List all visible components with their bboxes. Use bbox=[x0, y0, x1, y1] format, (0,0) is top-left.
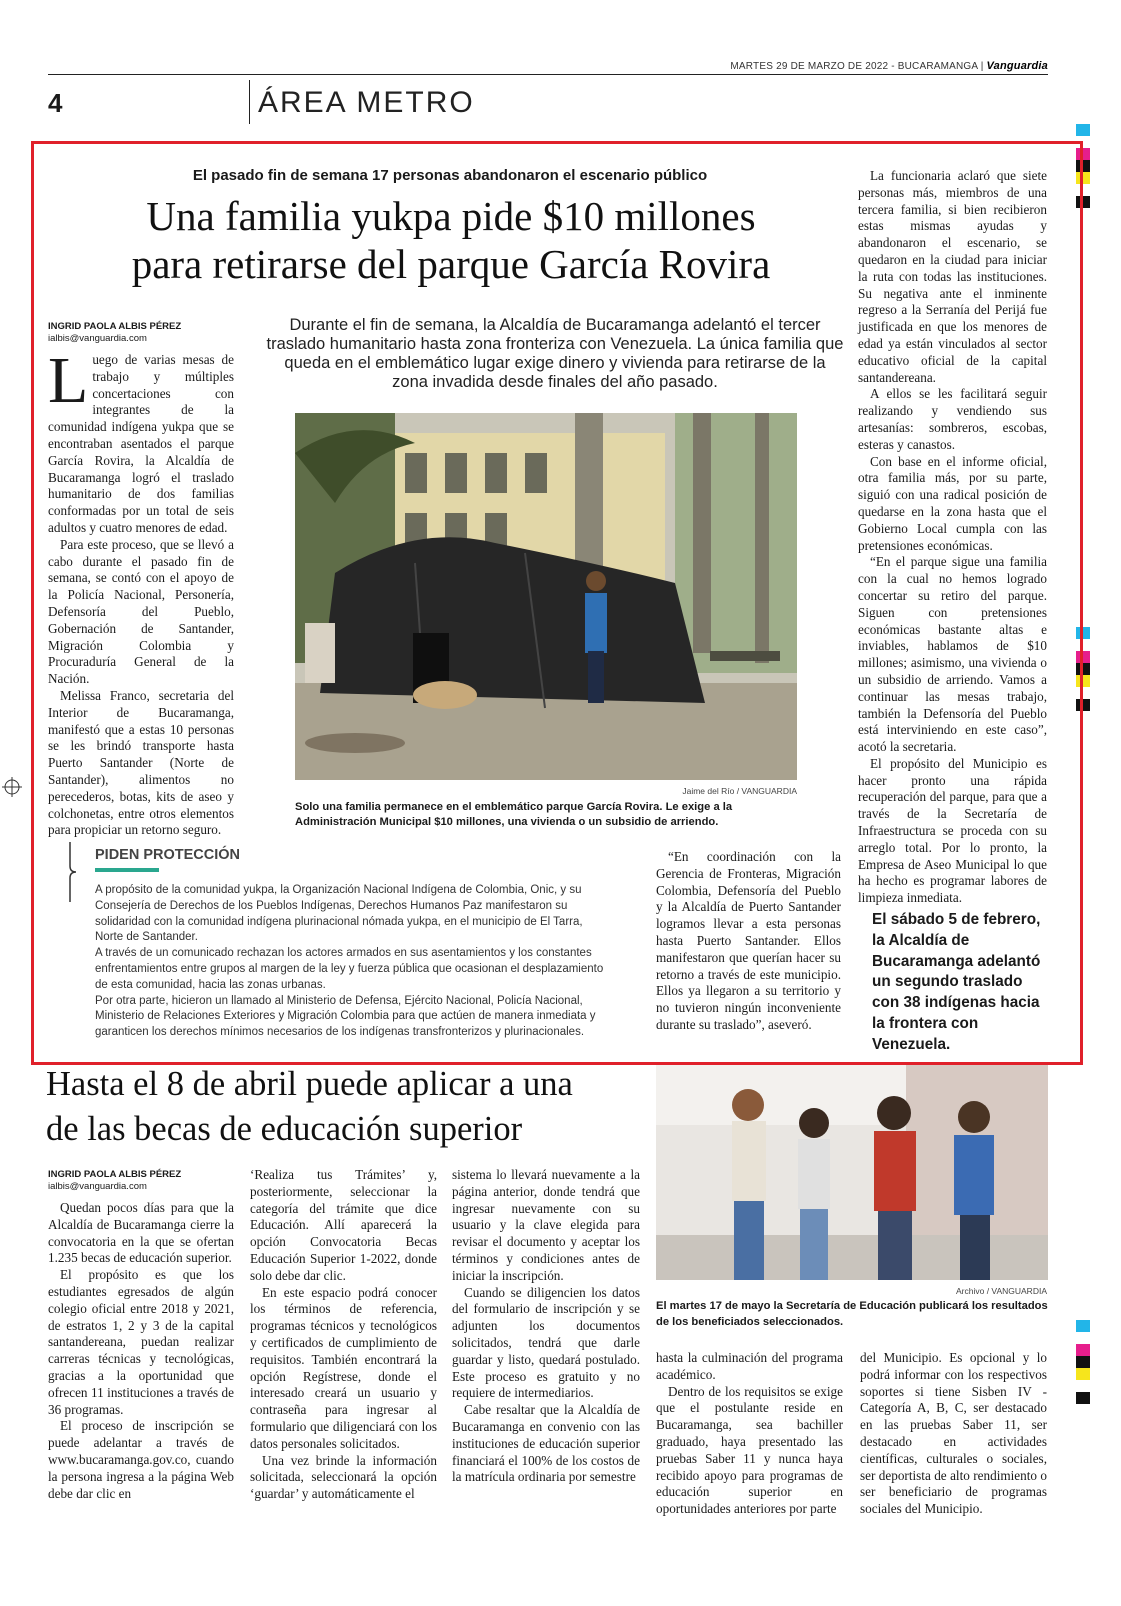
paragraph: El propósito del Municipio es hacer pronto una rápida recuperación del parque, para que a través de la Secretaría de Infraestructura se proceda con su arreglo total. Por lo pronto, la Empresa de Aseo Municipal lo que ha hecho es programar labores de limpieza inmediata. bbox=[858, 755, 1047, 906]
paragraph: ‘Realiza tus Trámites’ y, posteriormente, seleccionar la categoría del trámite que dice Educación. Allí aparecerá la opción Convocatoria Becas Educación Superior 1-2022, donde solo debe dar clic. bbox=[250, 1167, 437, 1283]
students-illustration bbox=[656, 1065, 1048, 1280]
article2-headline bbox=[46, 1062, 646, 1152]
author-email[interactable]: ialbis@vanguardia.com bbox=[48, 1181, 147, 1192]
sidebar-title: PIDEN PROTECCIÓN bbox=[95, 847, 241, 863]
paragraph: “En el parque sigue una familia con la cual no hemos logrado concertar su retiro del parque. Siguen con pretensiones económicas bastante altas e inviables, hablamos de $10 millones; asimismo, una vivienda o un subsidio de arriendo. Vamos a continuar las mesas trabajo, también la Defensoría del Pueblo está interviniendo en este caso”, acotó la secretaria. bbox=[858, 554, 1047, 755]
paragraph: Para este proceso, que se llevó a cabo durante el pasado fin de semana, se contó con el apoyo de la Policía Nacional, Personería, Defensoría del Pueblo, Gobernación de Santander, Migración Colombia y Procuraduría General de la Nación. bbox=[48, 536, 234, 687]
photo-credit: Jaime del Río / VANGUARDIA bbox=[682, 786, 797, 796]
page-number: 4 bbox=[48, 88, 63, 118]
paragraph: El propósito es que los estudiantes egresados de algún colegio oficial entre 2018 y 2021, de estratos 1, 2 y 3 de la capital santandereana, puedan realizar carreras técnicas y tecnológicas, gracias a la oportunidad que ofrecen 11 instituciones a través de 36 programas. bbox=[48, 1267, 234, 1417]
article2-column-4 bbox=[656, 1350, 843, 1518]
paragraph: Melissa Franco, secretaria del Interior de Bucaramanga, manifestó que a estas 10 personas se les brindó transporte hasta Puerto Santander (Norte de Santander), alimentos no perecederos, botas, kits de aseo y colchonetas, entre otros elementos para propiciar un retorno seguro. bbox=[48, 687, 234, 838]
headline-line-2: de las becas de educación superior bbox=[46, 1110, 523, 1148]
article2-column-3 bbox=[452, 1167, 640, 1486]
section-divider bbox=[249, 80, 250, 124]
paragraph: Luego de varias mesas de trabajo y múltiples concertaciones con integrantes de la comunidad indígena yukpa que se encontraban asentados el parque García Rovira, la Alcaldía de Bucaramanga logró el traslado humanitario de dos familias conformadas por un total de seis adultos y cuatro menores de edad. bbox=[48, 344, 234, 535]
article2-photo bbox=[656, 1065, 1048, 1280]
author-name: INGRID PAOLA ALBIS PÉREZ bbox=[48, 1169, 182, 1180]
photo-caption: Solo una familia permanece en el emblemático parque García Rovira. Le exige a la Administración Municipal $10 millones, una vivienda o un subsidio de arriendo. bbox=[295, 801, 733, 828]
paragraph: sistema lo llevará nuevamente a la página anterior, donde tendrá que ingresar nuevamente con su usuario y la clave elegida para revisar el documento y aceptar los términos y condiciones antes de iniciar la inscripción. bbox=[452, 1167, 640, 1283]
pull-quote: El sábado 5 de febrero, la Alcaldía de Bucaramanga adelantó un segundo traslado con 38 indígenas hacia la frontera con Venezuela. bbox=[872, 911, 1041, 1053]
paragraph: Quedan pocos días para que la Alcaldía de Bucaramanga cierre la convocatoria en la que se ofertan 1.235 becas de educación superior. bbox=[48, 1200, 234, 1266]
sidebar-paragraph: A propósito de la comunidad yukpa, la Organización Nacional Indígena de Colombia, Onic, y su Consejería de Derechos de los Pueblos Indígenas, Derechos Humanos Paz manifestaron su solidaridad con la comunidad indígena plurinacional nómada yukpa, en el municipio de El Tarra, Norte de Santander. bbox=[95, 884, 583, 944]
photo-caption: El martes 17 de mayo la Secretaría de Educación publicará los resultados de los beneficiados seleccionados. bbox=[656, 1300, 1048, 1328]
article1-lead: Durante el fin de semana, la Alcaldía de Bucaramanga adelantó el tercer traslado humanitario hasta zona fronteriza con Venezuela. La única familia que queda en el emblemático lugar exige dinero y vivienda para retirarse de la zona invadida desde finales del año pasado. bbox=[266, 316, 844, 391]
paragraph: hasta la culminación del programa académico. bbox=[656, 1350, 843, 1382]
article2-column-1 bbox=[48, 1200, 234, 1502]
paragraph: Una vez brinde la información solicitada, seleccionará la opción ‘guardar’ y automáticamente el bbox=[250, 1452, 437, 1502]
author-name: INGRID PAOLA ALBIS PÉREZ bbox=[48, 321, 182, 332]
drop-cap: L bbox=[48, 344, 89, 417]
dateline: MARTES 29 DE MARZO DE 2022 - BUCARAMANGA | Vanguardia bbox=[730, 60, 1048, 72]
headline-line-2: para retirarse del parque García Rovira bbox=[131, 241, 771, 287]
article2-byline bbox=[48, 1169, 181, 1193]
paragraph: En este espacio podrá conocer los términos de referencia, programas técnicos y tecnológicos y certificados de cumplimiento de requisitos. También encontrará la opción Regístrese, donde el interesado creará un usuario y contraseña para ingresar al formulario que diligenciará con los datos personales solicitados. bbox=[250, 1284, 437, 1451]
dateline-text: MARTES 29 DE MARZO DE 2022 - BUCARAMANGA bbox=[730, 61, 978, 72]
section-title: ÁREA METRO bbox=[258, 86, 475, 119]
headline-line-1: Una familia yukpa pide $10 millones bbox=[146, 193, 756, 239]
article2-column-2 bbox=[250, 1167, 437, 1503]
paragraph: El proceso de inscripción se puede adelantar a través de www.bucaramanga.gov.co, cuando la persona ingresa a la página Web debe dar clic en bbox=[48, 1418, 234, 1501]
paragraph: Cabe resaltar que la Alcaldía de Bucaramanga en convenio con las instituciones de educación superior financiará el 100% de los costos de la matrícula ordinaria por semestre bbox=[452, 1402, 640, 1485]
article1-kicker: El pasado fin de semana 17 personas abandonaron el escenario público bbox=[192, 167, 708, 184]
photo-credit: Archivo / VANGUARDIA bbox=[955, 1286, 1047, 1296]
paragraph: A ellos se les facilitará seguir realizando y vendiendo sus artesanías: sombreros, escobas, esteras y canastos. bbox=[858, 386, 1047, 452]
cmyk-strip-bottom bbox=[1076, 1320, 1090, 1404]
article2-column-5 bbox=[860, 1350, 1047, 1518]
headline-line-1: Hasta el 8 de abril puede aplicar a una bbox=[46, 1065, 573, 1103]
author-email[interactable]: ialbis@vanguardia.com bbox=[48, 333, 147, 344]
registration-mark-icon bbox=[2, 777, 22, 797]
header-rule bbox=[48, 74, 1048, 75]
selection-frame bbox=[31, 141, 1083, 1065]
paragraph: Con base en el informe oficial, otra familia más, por su parte, siguió con una radical posición de quedarse en la zona hasta que el Gobierno Local cumpla con las pretensiones económicas. bbox=[858, 453, 1047, 553]
paragraph: “En coordinación con la Gerencia de Fronteras, Migración Colombia, Defensoría del Pueblo y la Alcaldía de Puerto Santander logramos llevar a esta personas hasta Puerto Santander. Ellos manifestaron que querían hacer su retorno a través de este municipio. Ellos ya llegaron a su territorio y no tuvieron ningún inconveniente durante su traslado”, aseveró. bbox=[656, 849, 841, 1032]
paragraph: La funcionaria aclaró que siete personas más, miembros de una tercera familia, si bien recibieron estas mismas ayudas y abandonaron el escenario, se quedaron en la ciudad para iniciar la ruta con todas las instituciones. Su negativa ante el inminente regreso a la Serranía del Perijá fue justificada en que los menores de edad ya están vinculados al sector educativo oficial de la capital santandereana. bbox=[858, 168, 1047, 385]
brand-logo: Vanguardia bbox=[986, 60, 1048, 72]
sidebar-paragraph: A través de un comunicado rechazan los actores armados en sus asentamientos y los constantes enfrentamientos entre grupos al margen de la ley y fuerza pública que ocasionan el desplazamiento de esta comunidad, hacia las zonas urbanas. bbox=[95, 947, 604, 991]
sidebar-paragraph: Por otra parte, hicieron un llamado al Ministerio de Defensa, Ejército Nacional, Policía Nacional, Ministerio de Relaciones Exteriores y Migración Colombia para que actúen de manera inmediata y garanticen los derechos mínimos necesarios de los indígenas transfronterizos y plurinacionales. bbox=[95, 994, 596, 1039]
paragraph: Cuando se diligencien los datos del formulario de inscripción y se adjunten los documentos solicitados, tendrá que darle guardar y listo, quedará postulado. Este proceso es gratuito y no requiere de intermediarios. bbox=[452, 1284, 640, 1401]
paragraph: del Municipio. Es opcional y lo podrá informar con los respectivos soportes si tiene Sisben IV - Categoría A, B, C, ser destacado en las pruebas Saber 11, ser destacado en actividades científicas, culturales o sociales, ser deportista de alto rendimiento o ser beneficiario de programas sociales del Municipio. bbox=[860, 1350, 1047, 1517]
paragraph: Dentro de los requisitos se exige que el postulante reside en Bucaramanga, sea bachiller graduado, haya presentado las pruebas Saber 11 y nunca haya recibido apoyo para programas de educación superior en oportunidades anteriores por parte bbox=[656, 1383, 843, 1517]
